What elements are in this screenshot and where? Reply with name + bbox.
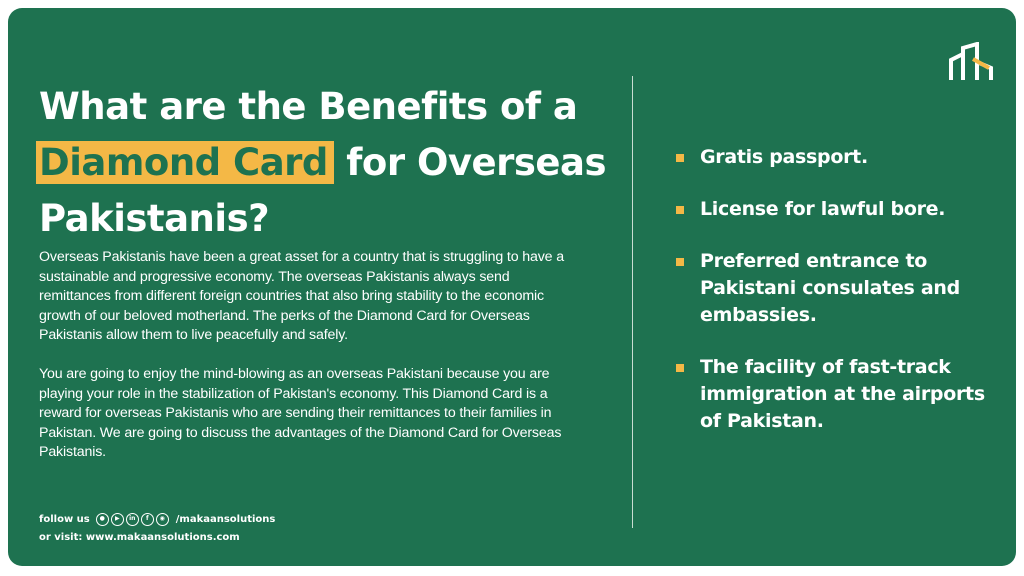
paragraph-2: You are going to enjoy the mind-blowing as an overseas Pakistani because you are playing your role in the stabilization of Pakistan's economy. This Diamond Card is a reward for overseas Pakistanis who are sending their remittances to their families in Pakistan. We are going to discuss the advantages of the Diamond Card for Overseas Pakistanis. bbox=[39, 365, 562, 461]
benefit-text: Gratis passport. bbox=[700, 146, 868, 168]
bullet-square-icon bbox=[676, 206, 684, 214]
info-card bbox=[8, 8, 1016, 566]
footer bbox=[39, 510, 275, 546]
benefits-list bbox=[674, 144, 994, 460]
facebook-icon[interactable]: f bbox=[141, 513, 154, 526]
youtube-icon[interactable]: ▶ bbox=[111, 513, 124, 526]
benefit-item bbox=[674, 144, 994, 171]
social-icons bbox=[96, 513, 169, 526]
linkedin-icon[interactable]: in bbox=[126, 513, 139, 526]
title-line-3: Pakistanis? bbox=[39, 197, 270, 240]
bullet-square-icon bbox=[676, 364, 684, 372]
follow-label: follow us bbox=[39, 513, 90, 525]
intro-text bbox=[39, 248, 579, 482]
benefit-item bbox=[674, 196, 994, 223]
makaan-logo-icon bbox=[949, 42, 993, 82]
page-title bbox=[39, 79, 606, 247]
benefit-text: The facility of fast-track immigration at the airports of Pakistan. bbox=[700, 356, 985, 432]
instagram-icon[interactable]: ◉ bbox=[156, 513, 169, 526]
benefit-item bbox=[674, 248, 994, 329]
vertical-divider bbox=[632, 76, 633, 528]
benefit-item bbox=[674, 354, 994, 435]
title-line-2-rest: for Overseas bbox=[346, 141, 606, 184]
title-highlight: Diamond Card bbox=[36, 141, 334, 184]
bullet-square-icon bbox=[676, 258, 684, 266]
benefit-text: Preferred entrance to Pakistani consulates and embassies. bbox=[700, 250, 960, 326]
bullet-square-icon bbox=[676, 154, 684, 162]
visit-row[interactable]: or visit: www.makaansolutions.com bbox=[39, 531, 240, 543]
follow-row bbox=[39, 510, 275, 528]
benefit-text: License for lawful bore. bbox=[700, 198, 946, 220]
paragraph-1: Overseas Pakistanis have been a great asset for a country that is struggling to have a sustainable and progressive economy. The overseas Pakistanis always send remittances from different foreign countries that also bring stability to the economic growth of our beloved motherland. The perks of the Diamond Card for Overseas Pakistanis allow them to live peacefully and safely. bbox=[39, 249, 564, 344]
title-line-2 bbox=[39, 135, 606, 191]
title-line-1: What are the Benefits of a bbox=[39, 85, 578, 128]
twitter-icon[interactable]: ● bbox=[96, 513, 109, 526]
social-handle[interactable]: /makaansolutions bbox=[175, 513, 276, 525]
